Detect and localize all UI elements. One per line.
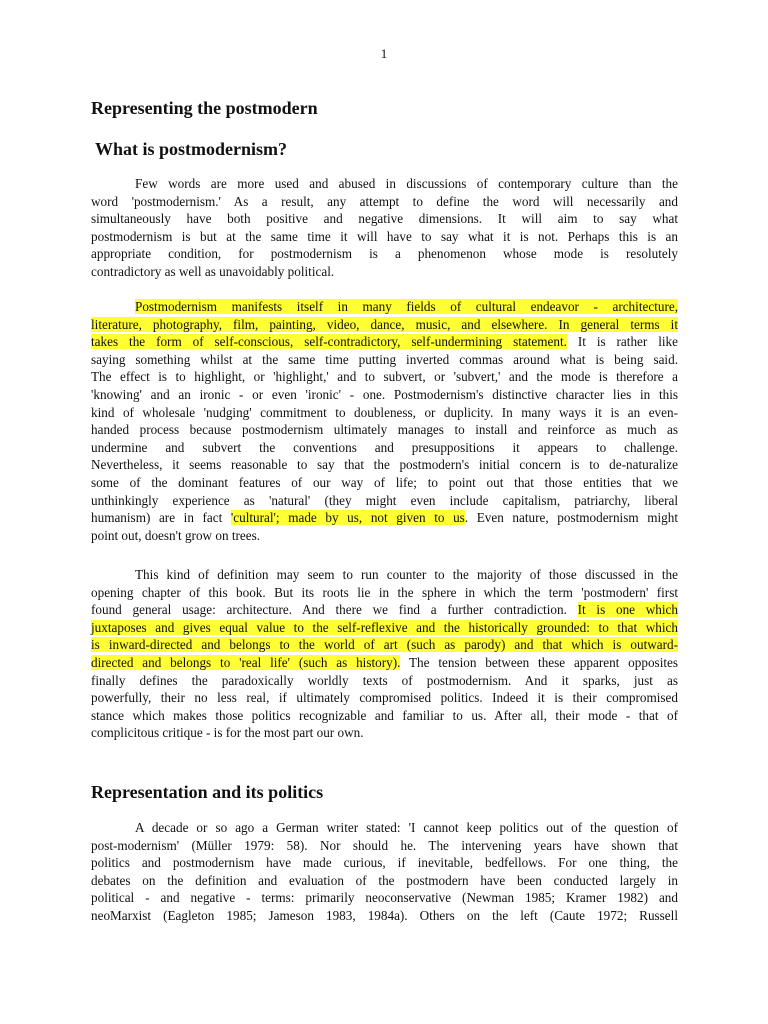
- paragraph-text: It is rather like: [566, 334, 678, 350]
- paragraph-line: Few words are more used and abused in discussions of contemporary culture than the: [135, 176, 678, 191]
- section-heading-representation: Representation and its politics: [91, 782, 324, 802]
- paragraph-line: Nevertheless, it seems reasonable to say that the postmodern's initial concern is to de-naturalize: [91, 457, 678, 473]
- paragraph-line: some of the dominant features of our way of life; to point out that those entities that we: [91, 474, 678, 490]
- paragraph-line: kind of wholesale 'nudging' commitment to doubleness, or duplicity. In many ways it is an even-: [91, 404, 678, 420]
- paragraph-line: finally defines the paradoxically worldly texts of postmodernism. And it sparks, just as: [91, 672, 678, 688]
- paragraph-line: point out, doesn't grow on trees.: [91, 527, 261, 543]
- paragraph-line: [91, 316, 678, 334]
- paragraph-line: [91, 654, 678, 672]
- paragraph-text: humanism) are in fact: [91, 510, 231, 526]
- section-heading-what-is-postmodernism: What is postmodernism?: [95, 139, 288, 159]
- paragraph-line: A decade or so ago a German writer stated: 'I cannot keep politics out of the question of: [135, 820, 678, 835]
- paragraph-text: The tension between these apparent opposites: [400, 654, 679, 670]
- document-title: Representing the postmodern: [91, 98, 318, 118]
- highlighted-text: is inward-directed and belongs to the world of art (such as parody) and that which is outward-: [91, 637, 678, 653]
- highlighted-text: It is one which: [577, 602, 678, 618]
- paragraph-line: saying something whilst at the same time putting inverted commas around what is being said.: [91, 351, 678, 367]
- paragraph-line: contradictory as well as unavoidably political.: [91, 263, 335, 279]
- paragraph-line: unthinkingly experience as 'natural' (they might even include capitalism, patriarchy, liberal: [91, 492, 678, 508]
- paragraph-line: handed process because postmodernism ultimately manages to install and reinforce as much as: [91, 422, 678, 438]
- paragraph-line: [91, 509, 678, 527]
- paragraph-line: [91, 619, 678, 637]
- paragraph-line: [91, 601, 678, 619]
- paragraph-1: [91, 175, 678, 281]
- paragraph-line: The effect is to highlight, or 'highlight,' and to subvert, or 'subvert,' and the mode is therefore a: [91, 369, 678, 385]
- highlighted-text: juxtaposes and gives equal value to the self-reflexive and the historically grounded: to that which: [91, 619, 678, 635]
- paragraph-line: word 'postmodernism.' As a result, any attempt to define the word will necessarily and: [91, 193, 678, 209]
- paragraph-line: complicitous critique - is for the most part our own.: [91, 725, 364, 741]
- highlighted-text: Postmodernism manifests itself in many fields of cultural endeavor - architecture,: [135, 299, 678, 314]
- paragraph-line: [91, 636, 678, 654]
- paragraph-text: found general usage: architecture. And there we find a further contradiction.: [91, 602, 578, 618]
- paragraph-line: appropriate condition, for postmodernism is a phenomenon whose mode is resolutely: [91, 246, 678, 262]
- paragraph-line: simultaneously have both positive and negative dimensions. It will aim to say what: [91, 211, 678, 227]
- paragraph-line: debates on the definition and evaluation of the postmodern have been conducted largely in: [91, 872, 678, 888]
- paragraph-3: [91, 566, 678, 742]
- paragraph-line: powerfully, their no less real, if ultimately compromised politics. Indeed it is their compromised: [91, 690, 678, 706]
- paragraph-line: [91, 298, 678, 316]
- paragraph-line: opening chapter of this book. But its roots lie in the sphere in which the term 'postmodern' first: [91, 584, 678, 600]
- highlighted-text: directed and belongs to 'real life' (such as history).: [91, 654, 401, 670]
- paragraph-line: stance which makes those politics recognizable and familiar to us. After all, their mode - that of: [91, 707, 678, 723]
- paragraph-text: . Even nature, postmodernism might: [464, 510, 678, 526]
- paragraph-line: [91, 333, 678, 351]
- paragraph-line: This kind of definition may seem to run counter to the majority of those discussed in the: [135, 567, 678, 582]
- highlighted-text: 'cultural'; made by us, not given to us: [230, 510, 465, 526]
- paragraph-4: [91, 819, 678, 925]
- highlighted-text: literature, photography, film, painting, video, dance, music, and elsewhere. In general terms it: [91, 316, 678, 332]
- paragraph-line: neoMarxist (Eagleton 1985; Jameson 1983, 1984a). Others on the left (Caute 1972; Russell: [91, 907, 678, 923]
- paragraph-line: 'knowing' and an ironic - or even 'ironic' - one. Postmodernism's distinctive character lies in this: [91, 386, 678, 402]
- paragraph-line: undermine and subvert the conventions and presuppositions it appears to challenge.: [91, 439, 678, 455]
- paragraph-2: [91, 298, 678, 544]
- highlighted-text: takes the form of self-conscious, self-contradictory, self-undermining statement.: [91, 334, 567, 350]
- paragraph-line: politics and postmodernism have made curious, if inevitable, bedfellows. For one thing, the: [91, 855, 678, 871]
- paragraph-line: political - and negative - terms: primarily neoconservative (Newman 1985; Kramer 1982) and: [91, 890, 678, 906]
- paragraph-line: post-modernism' (Müller 1979: 58). Nor should he. The intervening years have shown that: [91, 837, 678, 853]
- page-number: 1: [380, 46, 388, 61]
- paragraph-line: postmodernism is but at the same time it will have to say what it is not. Perhaps this is an: [91, 228, 678, 244]
